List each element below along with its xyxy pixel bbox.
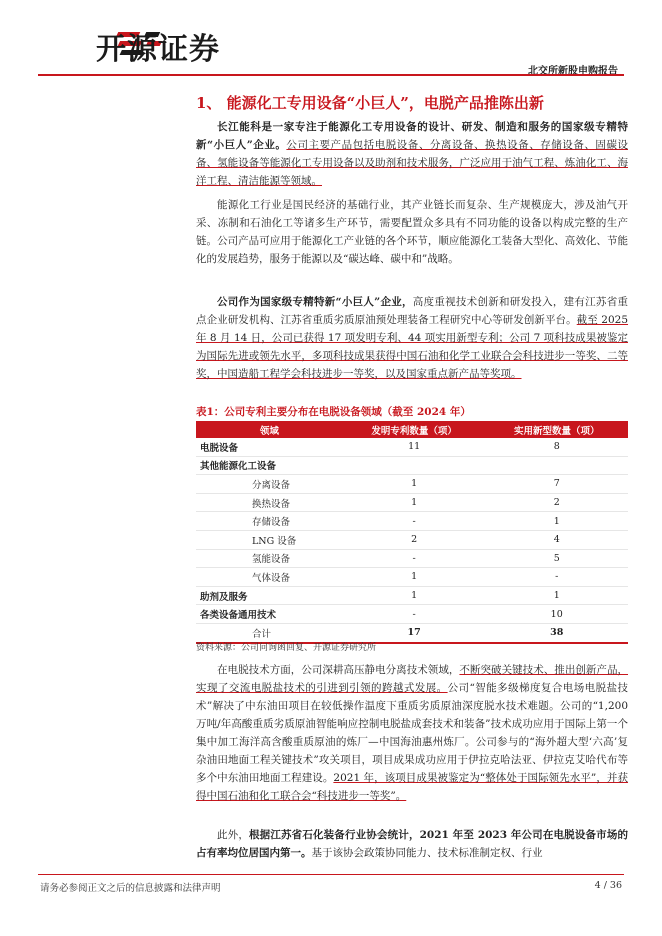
utility-count: 1 <box>485 512 628 531</box>
table-row <box>196 568 628 587</box>
invention-count: 2 <box>343 530 486 549</box>
table-header: 领域 <box>196 421 343 438</box>
utility-count <box>485 456 628 475</box>
row-label: 助剂及服务 <box>196 586 343 605</box>
utility-count: 10 <box>485 605 628 624</box>
invention-count: 1 <box>343 586 486 605</box>
row-label: LNG 设备 <box>196 530 343 549</box>
table-row <box>196 549 628 568</box>
p3-text: 高度重视技术创新和研发投入，建有江苏省重点企业研发机构、江苏省重质劣质原油预处理装备工程研究中心等研发创新平台。 <box>196 296 628 326</box>
company-name: 开源证券 <box>96 32 220 67</box>
table-row <box>196 586 628 605</box>
table-caption: 表1：公司专利主要分布在电脱设备领域（截至 2024 年） <box>196 406 471 418</box>
p2-text: 能源化工行业是国民经济的基础行业，其产业链长而复杂、生产规模庞大，涉及油气开采、冻制和石油化工等诸多生产环节，需要配置众多具有不同功能的设备以构成完整的生产链。公司产品可应用于能源化工产业链的各个环节，顺应能源化工装备大型化、高效化、节能化的发展趋势，服务于能源以及“碳达峰、碳中和”战略。 <box>196 199 628 265</box>
p4-text-b: 公司“智能多级梯度复合电场电脱盐技术”解决了中东油田项目在较低操作温度下重质劣质原油深度脱水技术难题。公司的“1,200 万吨/年高酸重质劣质原油智能响应控制电脱盐成套技术和装备”技术成功应用于国际上第一个集中加工海洋高含酸重质原油的炼厂—中国海油惠州炼厂。公司参与的“海外超大型‘六高’复杂油田地面工程关键技术”攻关项目，项目成果成功应用于伊拉克哈法亚、伊拉克艾哈代布等多个中东油田地面工程建设。 <box>196 682 629 784</box>
invention-count: 1 <box>343 568 486 587</box>
utility-count: 4 <box>485 530 628 549</box>
utility-count: 7 <box>485 475 628 494</box>
table-row <box>196 493 628 512</box>
report-type: 北交所新股申购报告 <box>528 66 618 77</box>
invention-count: - <box>343 605 486 624</box>
table-header: 发明专利数量（项） <box>343 421 486 438</box>
paragraph-5 <box>196 826 628 862</box>
patent-table <box>196 421 628 644</box>
invention-count: - <box>343 549 486 568</box>
p5-text-a: 此外， <box>217 829 249 841</box>
table-row <box>196 475 628 494</box>
section-title: 1、 能源化工专用设备“小巨人”，电脱产品推陈出新 <box>196 94 544 112</box>
row-label: 氢能设备 <box>196 549 343 568</box>
p1-text: 公司主要产品包括电脱设备、分离设备、换热设备、存储设备、固碳设备、氢能设备等能源化工专用设备以及助剂和技术服务，广泛应用于油气工程、炼油化工、海洋工程、清洁能源等领域。 <box>196 139 628 187</box>
total-label: 合计 <box>196 623 343 642</box>
total-invention: 17 <box>343 623 486 642</box>
paragraph-1 <box>196 118 628 190</box>
row-label: 电脱设备 <box>196 438 343 456</box>
page-number: 4 / 36 <box>594 880 622 891</box>
row-label: 其他能源化工设备 <box>196 456 343 475</box>
footer-disclaimer: 请务必参阅正文之后的信息披露和法律声明 <box>40 883 221 894</box>
header-divider <box>38 74 624 76</box>
row-label: 气体设备 <box>196 568 343 587</box>
table-body <box>196 438 628 643</box>
row-label: 各类设备通用技术 <box>196 605 343 624</box>
paragraph-4 <box>196 661 628 805</box>
table-row <box>196 530 628 549</box>
utility-count: 1 <box>485 586 628 605</box>
table-header: 实用新型数量（项） <box>485 421 628 438</box>
p4-underlined-1: 不断突破关键技术、推出创新产品，实现了交流电脱盐技术的引进到引领的跨越式发展。 <box>196 664 629 694</box>
invention-count: 1 <box>343 493 486 512</box>
footer-divider <box>38 874 624 875</box>
p4-text-a: 在电脱技术方面，公司深耕高压静电分离技术领域， <box>217 664 460 676</box>
invention-count: 1 <box>343 475 486 494</box>
paragraph-3 <box>196 293 628 383</box>
utility-count: 8 <box>485 438 628 456</box>
table-header-row <box>196 421 628 438</box>
p1-bold: 长江能科是一家专注于能源化工专用设备的设计、研发、制造和服务的国家级专精特新“小巨人”企业。 <box>196 121 628 151</box>
utility-count: - <box>485 568 628 587</box>
p4-underlined-2: 2021 年，该项目成果被鉴定为“整体处于国际领先水平”，并获得中国石油和化工联合会“科技进步一等奖”。 <box>196 772 629 802</box>
paragraph-2 <box>196 196 628 268</box>
table-row <box>196 456 628 475</box>
total-utility: 38 <box>485 623 628 642</box>
p5-bold: 根据江苏省石化装备行业协会统计，2021 年至 2023 年公司在电脱设备市场的占有率均位居国内第一。 <box>196 829 628 859</box>
row-label: 存储设备 <box>196 512 343 531</box>
row-label: 换热设备 <box>196 493 343 512</box>
table-row <box>196 438 628 456</box>
utility-count: 5 <box>485 549 628 568</box>
p5-text-b: 基于该协会政策协同能力、技术标准制定权、行业 <box>311 847 543 859</box>
invention-count: - <box>343 512 486 531</box>
invention-count: 11 <box>343 438 486 456</box>
invention-count <box>343 456 486 475</box>
p3-underlined: 截至 2025 年 8 月 14 日，公司已获得 17 项发明专利、44 项实用新型专利；公司 7 项科技成果被鉴定为国际先进或领先水平，多项科技成果获得中国石油和化学工业联合会科技进步一等奖、二等奖，中国造船工程学会科技进步一等奖，以及国家重点新产品等奖项。 <box>196 314 629 380</box>
table-source: 资料来源：公司问询函回复、开源证券研究所 <box>196 643 377 653</box>
table-row <box>196 605 628 624</box>
row-label: 分离设备 <box>196 475 343 494</box>
utility-count: 2 <box>485 493 628 512</box>
p3-bold: 公司作为国家级专精特新“小巨人”企业， <box>217 296 413 308</box>
table-row <box>196 512 628 531</box>
